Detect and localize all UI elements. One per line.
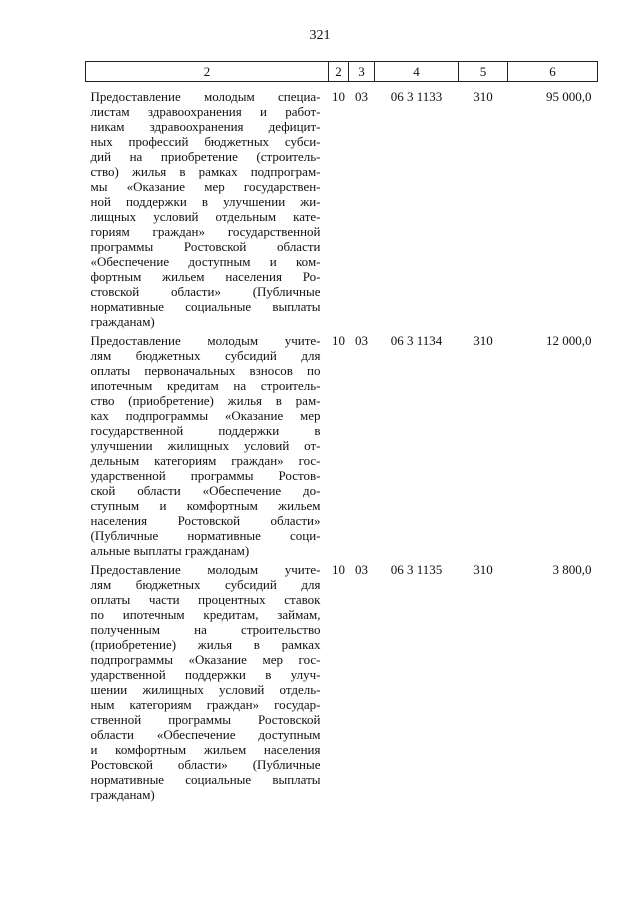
header-col-target-article: 4 [375,62,459,82]
target-article-code: 06 3 1134 [390,333,443,348]
target-article-code: 06 3 1135 [390,562,443,577]
target-article-code: 06 3 1133 [390,89,443,104]
description-line: мы «Оказание мер государствен- [90,179,321,194]
table-row [86,558,598,802]
description-line: дельным категориям граждан» гос- [90,453,321,468]
description-line: ной поддержки в улучшении жи- [90,194,321,209]
description-line: Предоставление молодым учите- [90,333,321,348]
description-line: Предоставление молодым специа- [90,89,321,104]
description-line: ударственной программы Ростов- [90,468,321,483]
description-line: оплаты первоначальных взносов по [90,363,321,378]
description-line: полученным на строительство [90,622,321,637]
description-line: нормативные социальные выплаты [90,772,321,787]
description-line: оплаты части процентных ставок [90,592,321,607]
description-line: ступным и комфортным жильем [90,498,321,513]
description-line: программы Ростовской области [90,239,321,254]
section-code: 10 [332,89,345,104]
subsection-code: 03 [355,333,368,348]
description-line: гориям граждан» государственной [90,224,321,239]
section-code: 10 [332,333,345,348]
description-line: населения Ростовской области» [90,513,321,528]
header-col-expense-type: 5 [459,62,508,82]
amount-value: 95 000,0 [546,89,592,104]
description-line: «Обеспечение доступным и ком- [90,254,321,269]
description-line: альные выплаты гражданам) [90,543,250,558]
description-line: подпрограммы «Оказание мер гос- [90,652,321,667]
amount-value: 3 800,0 [552,562,592,577]
description-line: лищных условий отдельным кате- [90,209,321,224]
description-line: гражданам) [90,787,155,802]
header-col-name: 2 [86,62,329,82]
description-line: стовской области» (Публичные [90,284,321,299]
description-line: ство) жилья в рамках подпрограм- [90,164,321,179]
description-line: и комфортным жильем населения [90,742,321,757]
description-line: ударственной поддержки в улуч- [90,667,321,682]
section-code: 10 [332,562,345,577]
row-description [86,558,329,802]
description-line: Предоставление молодым учите- [90,562,321,577]
description-line: ках подпрограммы «Оказание мер [90,408,321,423]
subsection-code: 03 [355,89,368,104]
amount-value: 12 000,0 [546,333,592,348]
expense-type-code: 310 [473,89,493,104]
description-line: ство (приобретение) жилья в рам- [90,393,321,408]
description-line: гражданам) [90,314,155,329]
header-col-subsection: 3 [349,62,375,82]
description-line: улучшении жилищных условий от- [90,438,321,453]
expense-type-code: 310 [473,562,493,577]
table-row [86,82,598,330]
description-line: никам здравоохранения дефицит- [90,119,321,134]
row-description [86,329,329,558]
description-line: фортным жильем населения Ро- [90,269,321,284]
expense-type-code: 310 [473,333,493,348]
description-line: области «Обеспечение доступным [90,727,321,742]
description-line: нормативные социальные выплаты [90,299,321,314]
description-line: ственной программы Ростовской [90,712,321,727]
description-line: листам здравоохранения и работ- [90,104,321,119]
description-line: по ипотечным кредитам, займам, [90,607,321,622]
description-line: ипотечным кредитам на строитель- [90,378,321,393]
description-line: шении жилищных условий отдель- [90,682,321,697]
budget-table [85,61,598,802]
description-line: ным категориям граждан» государ- [90,697,321,712]
description-line: лям бюджетных субсидий для [90,577,321,592]
table-header [86,62,598,82]
description-line: дий на приобретение (строитель- [90,149,321,164]
subsection-code: 03 [355,562,368,577]
header-col-amount: 6 [508,62,598,82]
description-line: ской области «Обеспечение до- [90,483,321,498]
description-line: ных профессий бюджетных субси- [90,134,321,149]
header-col-section: 2 [329,62,349,82]
description-line: Ростовской области» (Публичные [90,757,321,772]
table-row [86,329,598,558]
page-number: 321 [309,28,331,43]
row-description [86,82,329,330]
description-line: государственной поддержки в [90,423,321,438]
description-line: (Публичные нормативные соци- [90,528,321,543]
description-line: (приобретение) жилья в рамках [90,637,321,652]
description-line: лям бюджетных субсидий для [90,348,321,363]
